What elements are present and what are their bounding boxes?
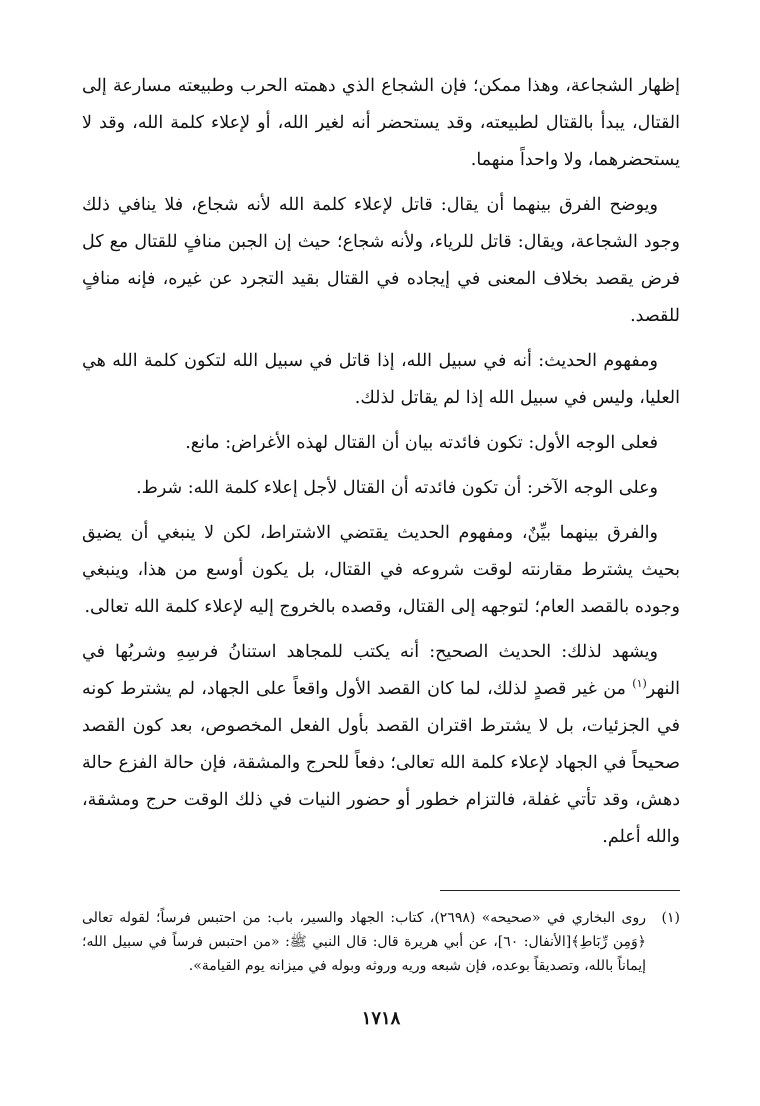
main-text (82, 68, 680, 856)
footnote-number: (١) (661, 910, 680, 926)
paragraph-3: ومفهوم الحديث: أنه في سبيل الله، إذا قاتل في سبيل الله لتكون كلمة الله هي العليا، وليس في سبيل الله إذا لم يقاتل لذلك. (82, 351, 680, 408)
footnote-reference[interactable]: (١) (632, 677, 647, 691)
paragraph-1: إظهار الشجاعة، وهذا ممكن؛ فإن الشجاع الذي دهمته الحرب وطبيعته مسارعة إلى القتال، يبدأ بالقتال لطبيعته، وقد يستحضر أنه لغير الله، أو لإعلاء كلمة الله، وقد لا يستحضرهما، ولا واحداً منهما. (82, 76, 680, 170)
paragraph-7 (82, 634, 680, 856)
footnote-1 (82, 906, 680, 978)
page (82, 68, 680, 1088)
footnote-separator (440, 890, 680, 891)
paragraph-5: وعلى الوجه الآخر: أن تكون فائدته أن القتال لأجل إعلاء كلمة الله: شرط. (136, 478, 658, 498)
paragraph-6: والفرق بينهما بيِّنٌ، ومفهوم الحديث يقتضي الاشتراط، لكن لا ينبغي أن يضيق بحيث يشترط مقارنته لوقت شروعه في القتال، بل يكون أوسع من هذا، وينبغي وجوده بالقصد العام؛ لتوجهه إلى القتال، وقصده بالخروج إليه لإعلاء كلمة الله تعالى. (82, 523, 680, 617)
paragraph-7-part-2: من غير قصدٍ لذلك، لما كان القصد الأول واقعاً على الجهاد، لم يشترط كونه في الجزئيات، بل لا يشترط اقتران القصد بأول الفعل المخصوص، بعد كون القصد صحيحاً في الجهاد لإعلاء كلمة الله تعالى؛ دفعاً للحرج والمشقة، فإن حالة الفزع حالة دهش، وقد تأتي غفلة، فالتزام خطور أو حضور النيات في ذلك الوقت حرج ومشقة، والله أعلم. (82, 679, 680, 847)
paragraph-2: ويوضح الفرق بينهما أن يقال: قاتل لإعلاء كلمة الله لأنه شجاع، فلا ينافي ذلك وجود الشجاعة، ويقال: قاتل للرياء، ولأنه شجاع؛ حيث إن الجبن منافٍ للقتال مع كل فرض يقصد بخلاف المعنى في إيجاده في القتال بقيد التجرد عن غيره، فإنه منافٍ للقصد. (82, 195, 680, 326)
page-number: ١٧١٨ (361, 1008, 401, 1029)
footnote-text: روى البخاري في «صحيحه» (٢٦٩٨)، كتاب: الجهاد والسير، باب: من احتبس فرساً؛ لقوله تعالى ﴿وَمِن رِّبَاطِ﴾[الأنفال: ٦٠]، عن أبي هريرة قال: قال النبي ﷺ: «من احتبس فرساً في سبيل الله؛ إيماناً بالله، وتصديقاً بوعده، فإن شبعه وريه وروثه وبوله في ميزانه يوم القيامة». (82, 910, 646, 974)
footnotes (82, 906, 680, 978)
paragraph-4: فعلى الوجه الأول: تكون فائدته بيان أن القتال لهذه الأغراض: مانع. (185, 433, 658, 453)
paragraph-7-part-1: ويشهد لذلك: الحديث الصحيح: أنه يكتب للمجاهد استنانُ فرسِهِ وشربُها في النهر (82, 642, 680, 699)
